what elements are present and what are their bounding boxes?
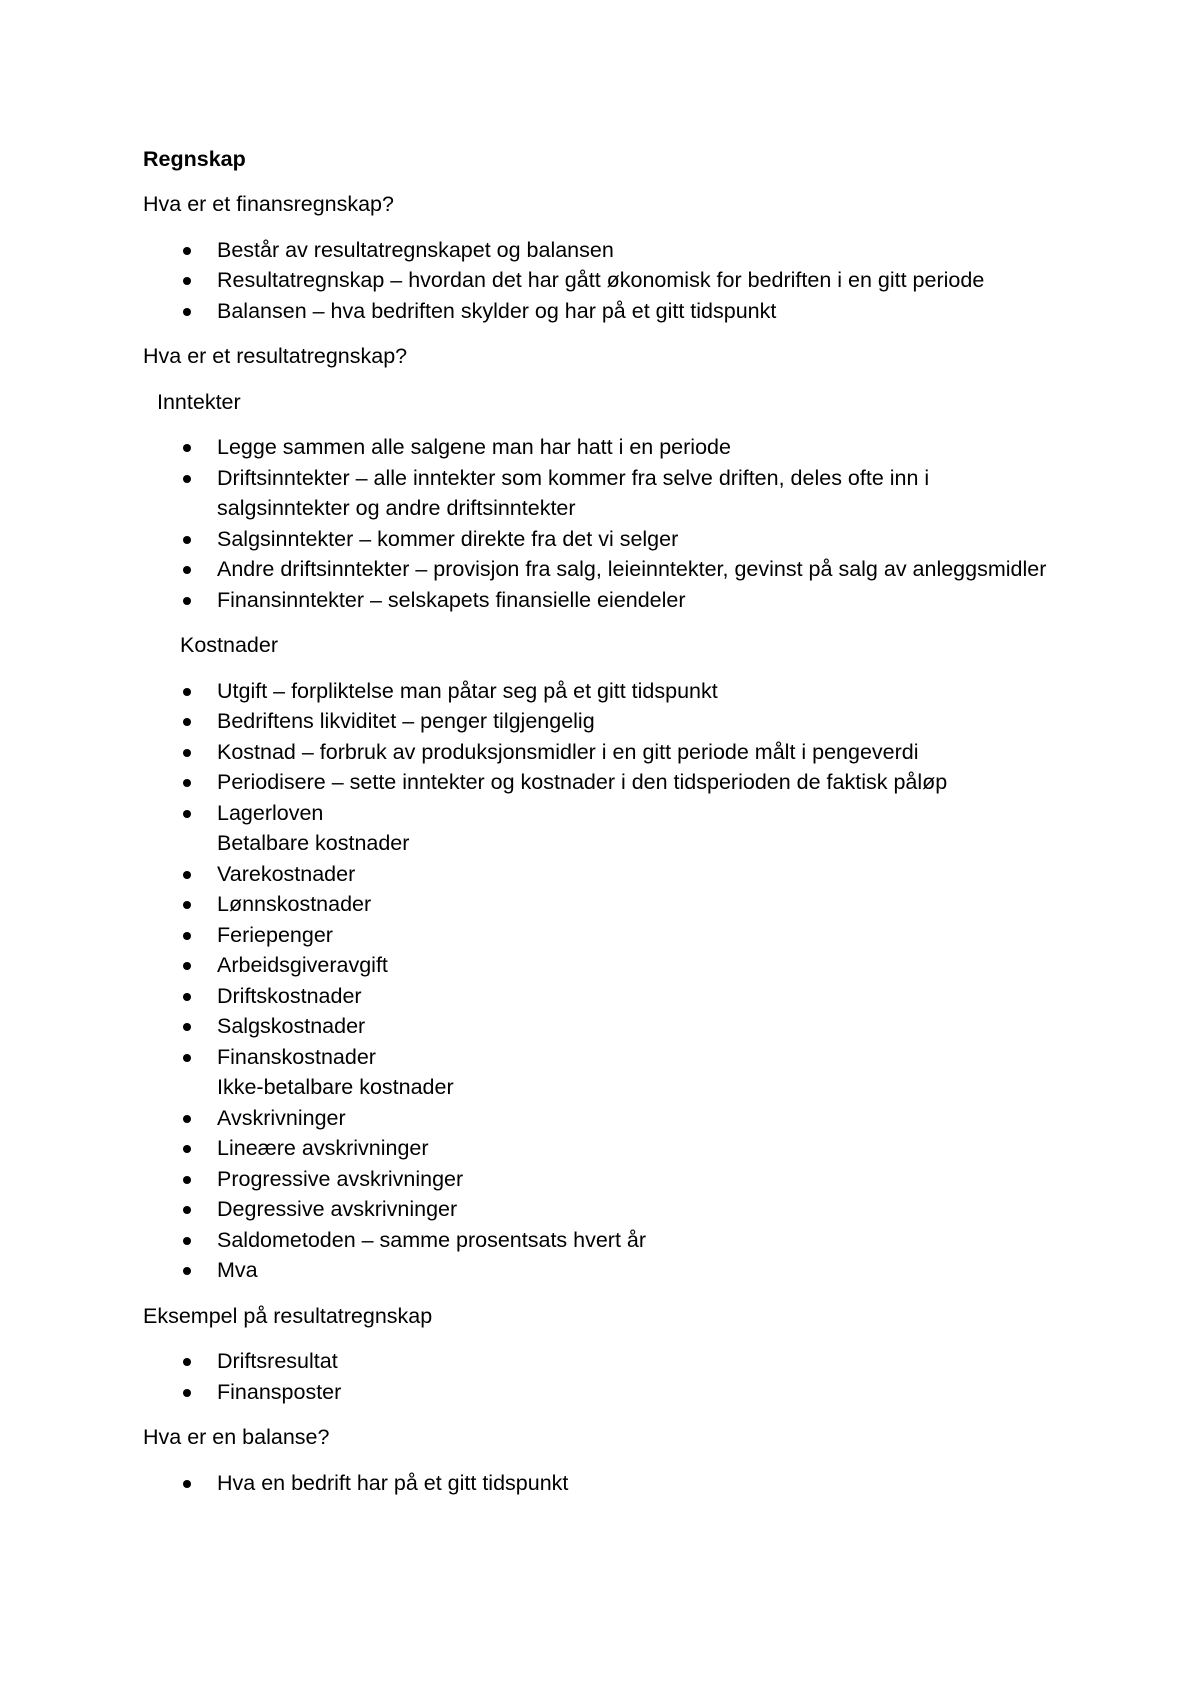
list-item: Består av resultatregnskapet og balansen (143, 235, 1063, 266)
document-page (143, 144, 1063, 1513)
list-item: Salgsinntekter – kommer direkte fra det vi selger (143, 524, 1063, 555)
list-item: Driftsinntekter – alle inntekter som kommer fra selve driften, deles ofte inn i salgsinntekter og andre driftsinntekter (143, 463, 1063, 524)
document-title: Regnskap (143, 147, 246, 171)
kostnader-heading: Kostnader (180, 633, 279, 657)
list-item: Finansposter (143, 1377, 1063, 1408)
list-item: Feriepenger (143, 920, 1063, 951)
list-item: Saldometoden – samme prosentsats hvert år (143, 1225, 1063, 1256)
finansregnskap-list (143, 235, 1063, 327)
question-finansregnskap: Hva er et finansregnskap? (143, 192, 394, 216)
list-item: Utgift – forpliktelse man påtar seg på et gitt tidspunkt (143, 676, 1063, 707)
list-item: Mva (143, 1255, 1063, 1286)
kostnader-list (143, 676, 1063, 1286)
list-item: Legge sammen alle salgene man har hatt i en periode (143, 432, 1063, 463)
question-resultatregnskap: Hva er et resultatregnskap? (143, 344, 408, 368)
balanse-list (143, 1468, 1063, 1499)
list-item: Andre driftsinntekter – provisjon fra salg, leieinntekter, gevinst på salg av anleggsmidler (143, 554, 1063, 585)
question-balanse: Hva er en balanse? (143, 1425, 330, 1449)
list-item: Arbeidsgiveravgift (143, 950, 1063, 981)
list-item: Degressive avskrivninger (143, 1194, 1063, 1225)
list-item: Resultatregnskap – hvordan det har gått økonomisk for bedriften i en gitt periode (143, 265, 1063, 296)
list-item: Progressive avskrivninger (143, 1164, 1063, 1195)
list-item: Finansinntekter – selskapets finansielle eiendeler (143, 585, 1063, 616)
list-item: Lagerloven (143, 798, 1063, 829)
list-item: Driftsresultat (143, 1346, 1063, 1377)
list-item: Varekostnader (143, 859, 1063, 890)
list-item: Kostnad – forbruk av produksjonsmidler i en gitt periode målt i pengeverdi (143, 737, 1063, 768)
inntekter-list (143, 432, 1063, 615)
list-item: Lineære avskrivninger (143, 1133, 1063, 1164)
ikke-betalbare-kostnader-label: Ikke-betalbare kostnader (217, 1075, 454, 1099)
list-item: Lønnskostnader (143, 889, 1063, 920)
eksempel-heading: Eksempel på resultatregnskap (143, 1303, 433, 1328)
list-item: Avskrivninger (143, 1103, 1063, 1134)
list-item: Hva en bedrift har på et gitt tidspunkt (143, 1468, 1063, 1499)
list-item: Salgskostnader (143, 1011, 1063, 1042)
betalbare-kostnader-label: Betalbare kostnader (217, 831, 410, 855)
inntekter-heading: Inntekter (157, 389, 241, 414)
list-item: Finanskostnader (143, 1042, 1063, 1073)
eksempel-list (143, 1346, 1063, 1407)
list-item: Periodisere – sette inntekter og kostnader i den tidsperioden de faktisk påløp (143, 767, 1063, 798)
list-item: Driftskostnader (143, 981, 1063, 1012)
list-item: Bedriftens likviditet – penger tilgjengelig (143, 706, 1063, 737)
list-item: Balansen – hva bedriften skylder og har på et gitt tidspunkt (143, 296, 1063, 327)
